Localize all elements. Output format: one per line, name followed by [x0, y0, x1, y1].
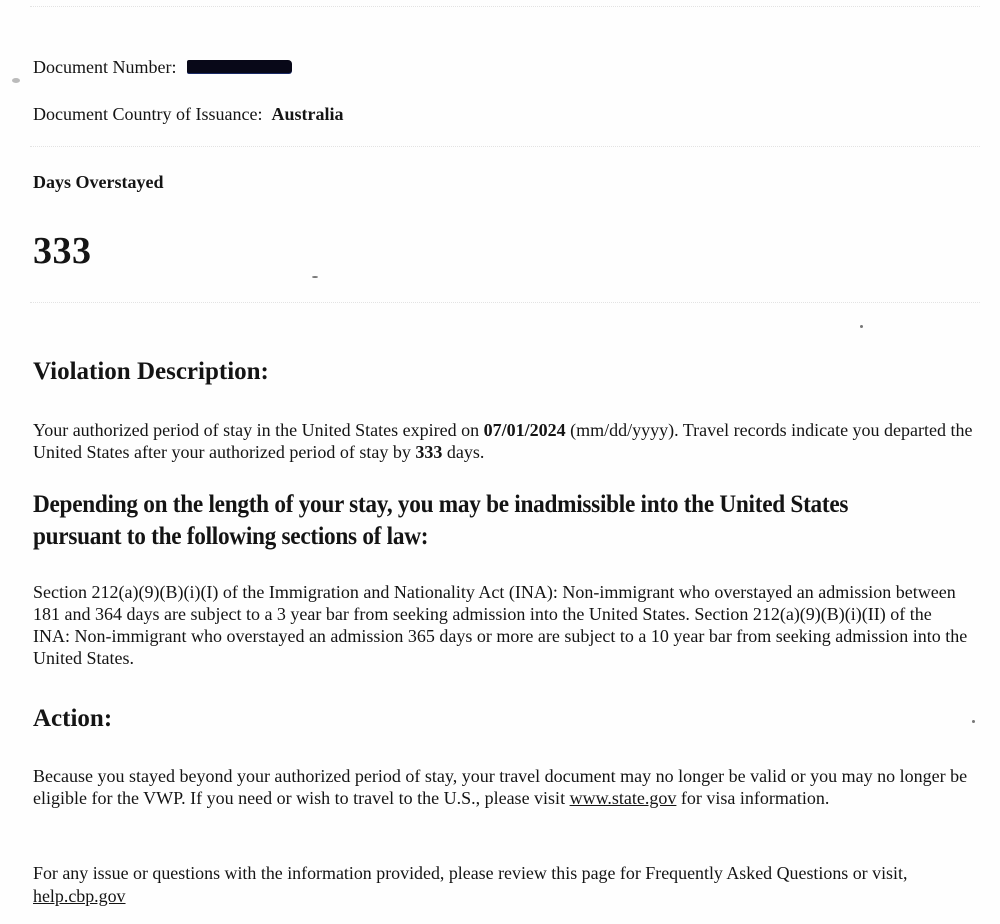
scan-artifact-line — [30, 6, 980, 8]
scan-artifact-line — [30, 302, 980, 304]
days-overstayed-value: 333 — [33, 230, 92, 272]
action-text: Because you stayed beyond your authorized period of stay, your travel document may no longer be valid or you may no longer be eligible for the VWP. If you need or wish to travel to the U.S., please visit www.state.gov for visa information. — [33, 766, 968, 808]
country-of-issuance-field — [33, 104, 343, 125]
country-label: Document Country of Issuance: — [33, 104, 263, 124]
expiry-date: 07/01/2024 — [483, 420, 566, 440]
law-heading: Depending on the length of your stay, you may be inadmissible into the United States pursuant to the following sections of law: — [33, 491, 849, 550]
violation-description: Your authorized period of stay in the United States expired on 07/01/2024 (mm/dd/yyyy). Travel records indicate you departed the United States after your authorized period of stay by 333 days. — [33, 420, 973, 462]
scan-speck — [312, 276, 318, 278]
document-number-label: Document Number: — [33, 57, 177, 77]
scan-artifact-line — [30, 146, 980, 148]
law-sections-text: Section 212(a)(9)(B)(i)(I) of the Immigration and Nationality Act (INA): Non-immigrant who overstayed an admission between 181 and 364 days are subject to a 3 year bar from seeking admission into the United States. Section 212(a)(9)(B)(i)(II) of the INA: Non-immigrant who overstayed an admission 365 days or more are subject to a 10 year bar from seeking admission into the United States. — [33, 582, 968, 668]
action-heading: Action: — [33, 705, 113, 732]
state-gov-link[interactable]: www.state.gov — [569, 788, 677, 808]
country-value: Australia — [271, 104, 344, 124]
overstay-days: 333 — [415, 442, 443, 462]
scan-speck — [972, 720, 975, 723]
violation-heading: Violation Description: — [33, 358, 269, 385]
footer-help-text: For any issue or questions with the information provided, please review this page for Frequently Asked Questions or visit, help.cbp.gov — [33, 863, 908, 906]
redaction-mark — [187, 60, 292, 73]
scan-speck — [860, 325, 863, 328]
scan-speck — [12, 78, 20, 83]
days-overstayed-label: Days Overstayed — [33, 172, 164, 192]
help-cbp-gov-link[interactable]: help.cbp.gov — [33, 886, 126, 906]
document-number-field — [33, 57, 292, 78]
